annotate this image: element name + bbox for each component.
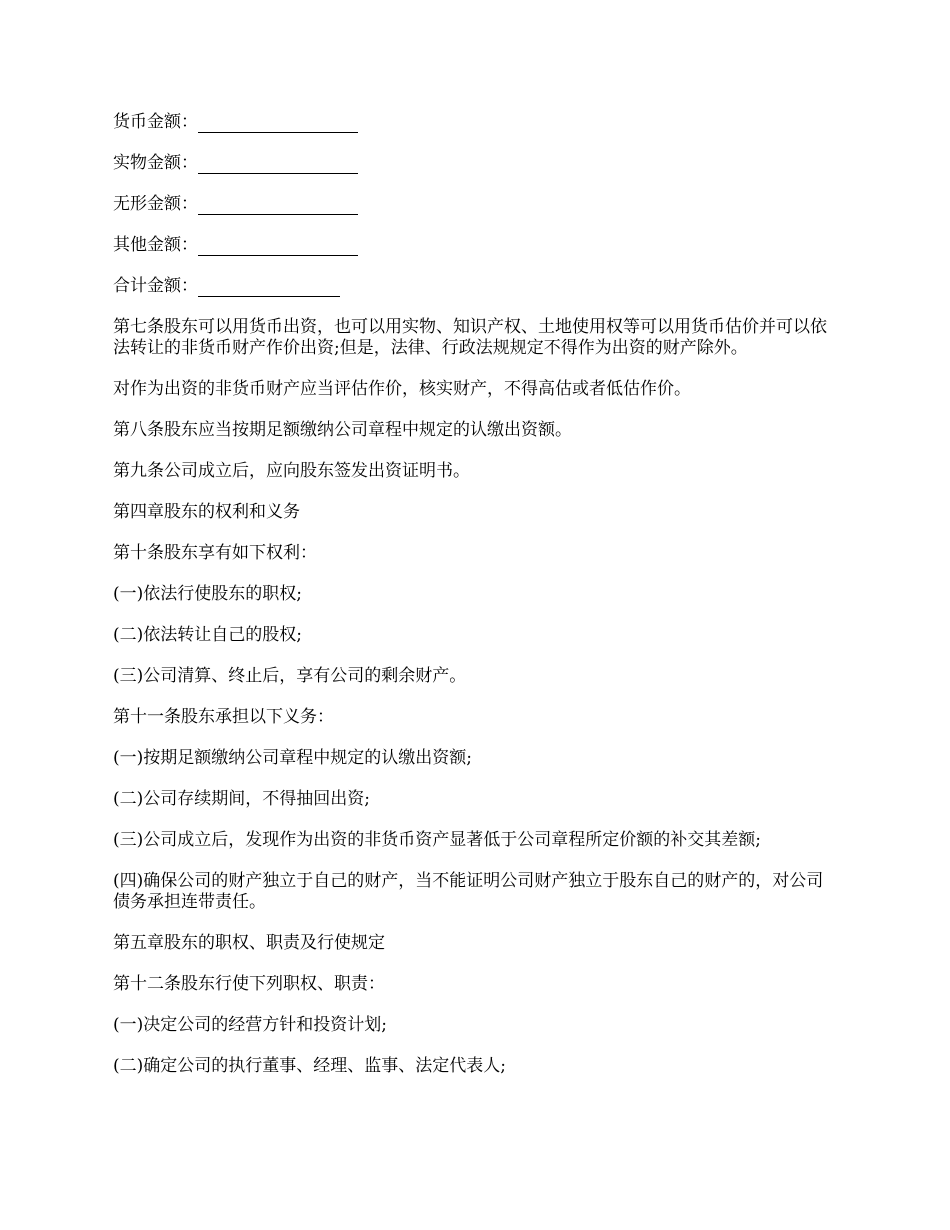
amount-field-other bbox=[113, 235, 838, 256]
valuation-paragraph: 对作为出资的非货币财产应当评估作价，核实财产，不得高估或者低估作价。 bbox=[113, 379, 691, 399]
list-item: (三)公司成立后，发现作为出资的非货币资产显著低于公司章程所定价额的补交其差额; bbox=[113, 830, 761, 850]
list-item: (一)决定公司的经营方针和投资计划; bbox=[113, 1015, 387, 1035]
field-label: 实物金额： bbox=[113, 153, 198, 173]
list-item: (四)确保公司的财产独立于自己的财产，当不能证明公司财产独立于股东自己的财产的，对公司债务承担连带责任。 bbox=[113, 871, 824, 912]
article-8-paragraph: 第八条股东应当按期足额缴纳公司章程中规定的认缴出资额。 bbox=[113, 420, 572, 440]
list-item: (一)依法行使股东的职权; bbox=[113, 584, 302, 604]
field-label: 货币金额： bbox=[113, 112, 198, 132]
field-label: 其他金额： bbox=[113, 235, 198, 255]
article-10-paragraph: 第十条股东享有如下权利： bbox=[113, 543, 317, 563]
field-label: 合计金额： bbox=[113, 276, 198, 296]
article-11-paragraph: 第十一条股东承担以下义务： bbox=[113, 707, 334, 727]
fill-in-blank[interactable] bbox=[198, 196, 358, 215]
fill-in-blank[interactable] bbox=[198, 278, 340, 297]
document-page bbox=[113, 112, 838, 1097]
fill-in-blank[interactable] bbox=[198, 155, 358, 174]
article-7-paragraph: 第七条股东可以用货币出资，也可以用实物、知识产权、土地使用权等可以用货币估价并可以依法转让的非货币财产作价出资;但是，法律、行政法规规定不得作为出资的财产除外。 bbox=[113, 317, 827, 358]
fill-in-blank[interactable] bbox=[198, 237, 358, 256]
chapter-5-heading: 第五章股东的职权、职责及行使规定 bbox=[113, 933, 385, 953]
amount-field-currency bbox=[113, 112, 838, 133]
amount-field-intangible bbox=[113, 194, 838, 215]
list-item: (二)依法转让自己的股权; bbox=[113, 625, 302, 645]
fill-in-blank[interactable] bbox=[198, 114, 358, 133]
amount-field-physical bbox=[113, 153, 838, 174]
list-item: (三)公司清算、终止后，享有公司的剩余财产。 bbox=[113, 666, 467, 686]
article-12-paragraph: 第十二条股东行使下列职权、职责： bbox=[113, 974, 385, 994]
list-item: (二)公司存续期间，不得抽回出资; bbox=[113, 789, 370, 809]
chapter-4-heading: 第四章股东的权利和义务 bbox=[113, 502, 300, 522]
field-label: 无形金额： bbox=[113, 194, 198, 214]
list-item: (二)确定公司的执行董事、经理、监事、法定代表人; bbox=[113, 1056, 506, 1076]
article-9-paragraph: 第九条公司成立后，应向股东签发出资证明书。 bbox=[113, 461, 470, 481]
amount-field-total bbox=[113, 276, 838, 297]
list-item: (一)按期足额缴纳公司章程中规定的认缴出资额; bbox=[113, 748, 472, 768]
